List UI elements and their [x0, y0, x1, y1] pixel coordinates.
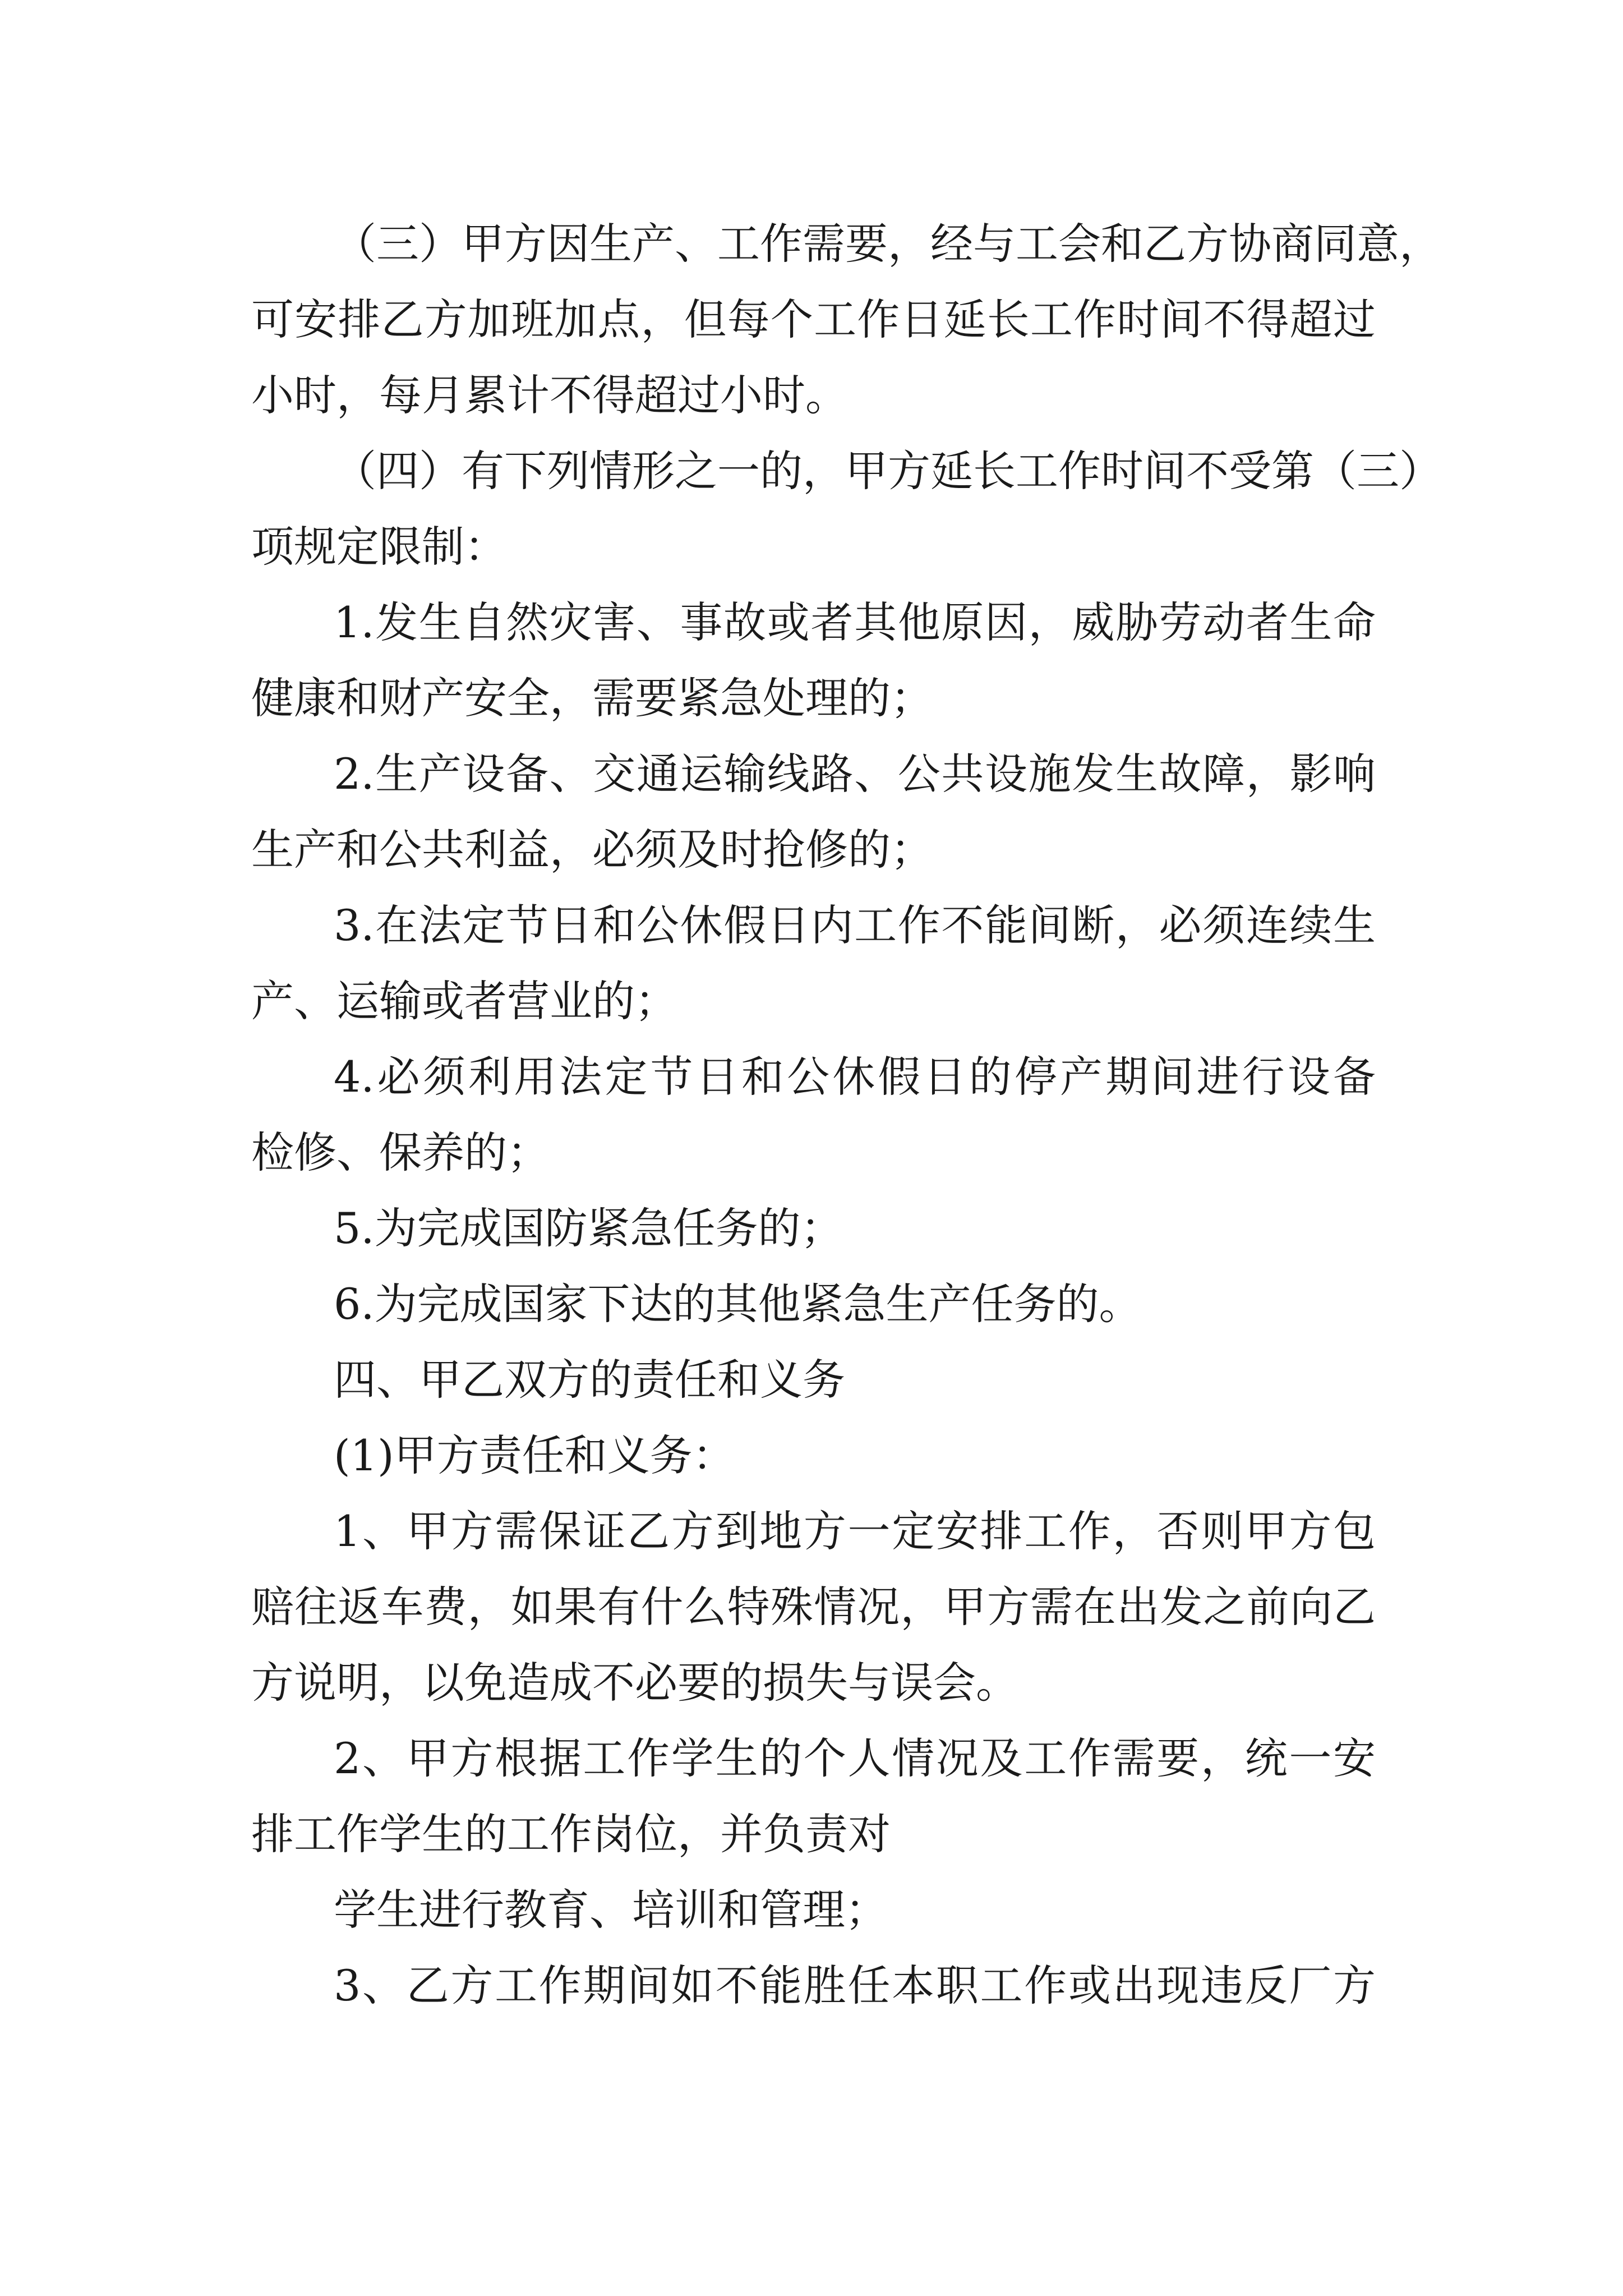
text-line: 3.在法定节日和公休假日内工作不能间断，必须连续生 — [334, 900, 1376, 950]
subsection-heading: (1)甲方责任和义务： — [334, 1430, 735, 1480]
text-line: 4.必须利用法定节日和公休假日的停产期间进行设备 — [334, 1052, 1376, 1102]
text-line: 排工作学生的工作岗位，并负责对 — [251, 1809, 891, 1859]
text-line: 方说明，以免造成不必要的损失与误会。 — [251, 1658, 1018, 1708]
text-line: 产、运输或者营业的； — [251, 976, 677, 1026]
text-line: 健康和财产安全，需要紧急处理的； — [251, 673, 933, 723]
text-line: 检修、保养的； — [251, 1128, 550, 1177]
text-line: 2、甲方根据工作学生的个人情况及工作需要，统一安 — [334, 1733, 1376, 1783]
text-line: 生产和公共利益，必须及时抢修的； — [251, 825, 933, 875]
section-heading: 四、甲乙双方的责任和义务 — [334, 1355, 845, 1405]
text-line: （四）有下列情形之一的，甲方延长工作时间不受第（三） — [334, 446, 1442, 496]
text-line: 1、甲方需保证乙方到地方一定安排工作，否则甲方包 — [334, 1506, 1376, 1556]
text-line: 学生进行教育、培训和管理； — [334, 1885, 888, 1935]
text-line: （三）甲方因生产、工作需要，经与工会和乙方协商同意， — [334, 219, 1442, 269]
text-line: 1.发生自然灾害、事故或者其他原因，威胁劳动者生命 — [334, 597, 1376, 647]
text-line: 小时，每月累计不得超过小时。 — [251, 370, 848, 420]
text-line: 赔往返车费，如果有什么特殊情况，甲方需在出发之前向乙 — [251, 1582, 1376, 1632]
text-line: 6.为完成国家下达的其他紧急生产任务的。 — [334, 1279, 1142, 1329]
text-line: 3、乙方工作期间如不能胜任本职工作或出现违反厂方 — [334, 1961, 1376, 2010]
text-line: 可安排乙方加班加点，但每个工作日延长工作时间不得超过 — [251, 295, 1376, 344]
text-line: 2.生产设备、交通运输线路、公共设施发生故障，影响 — [334, 749, 1376, 799]
text-line: 项规定限制： — [251, 522, 507, 572]
text-line: 5.为完成国防紧急任务的； — [334, 1203, 843, 1253]
